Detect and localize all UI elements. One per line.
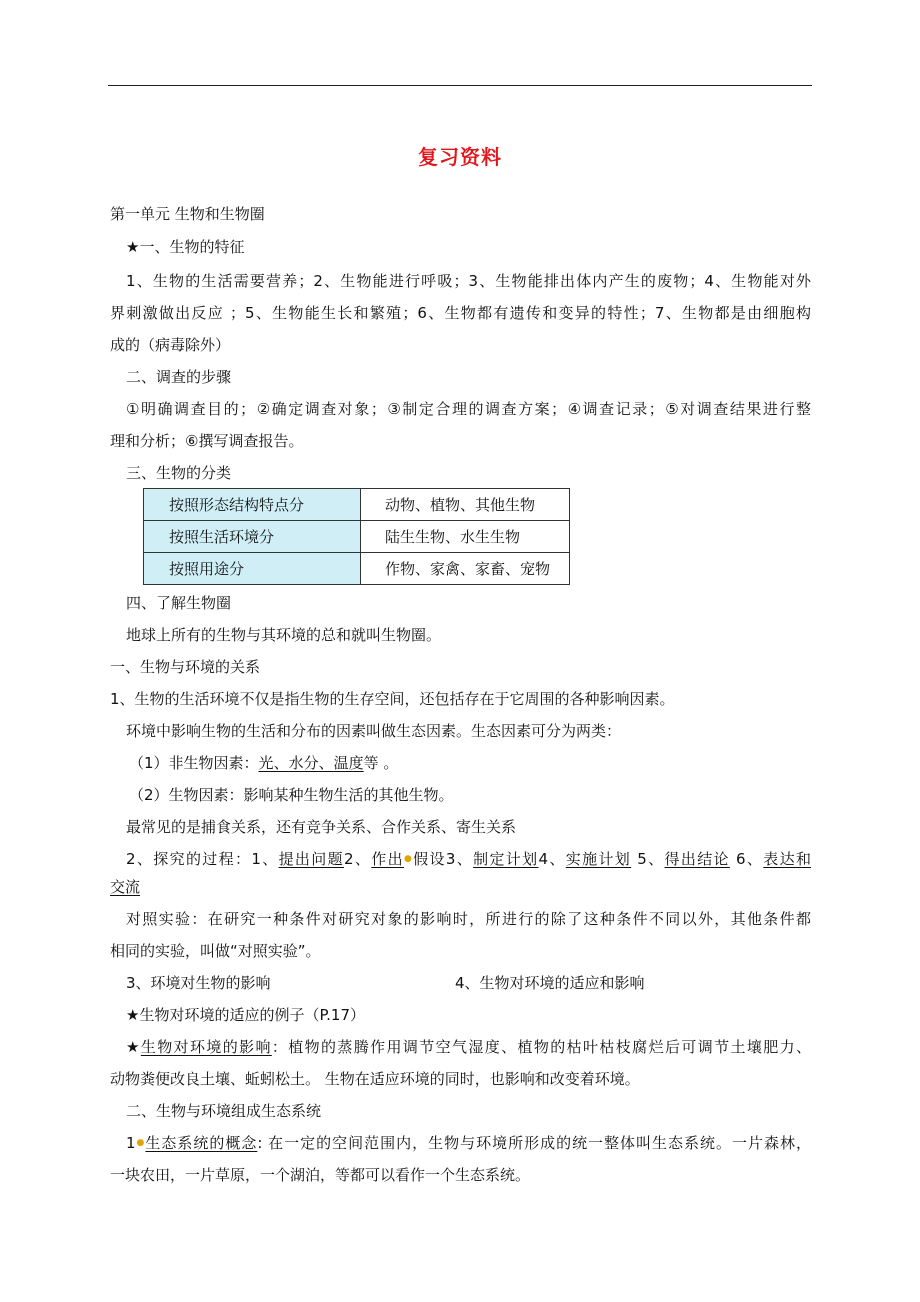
paragraph-line: 最常见的是捕食关系，还有竞争关系、合作关系、寄生关系 — [126, 818, 517, 836]
paragraph-line: 动物粪便改良土壤、蚯蚓松土。 生物在适应环境的同时，也影响和改变着环境。 — [110, 1070, 640, 1088]
separator: 、 — [318, 754, 334, 772]
paragraph-line: 相同的实验，叫做“对照实验”。 — [110, 942, 321, 960]
factor-label: （1）非生物因素： — [129, 754, 259, 772]
heading-adaptation: 4、生物对环境的适应和影响 — [455, 974, 645, 992]
step-number: 5、 — [631, 850, 665, 868]
inquiry-process-line-2 — [110, 877, 140, 897]
table-cell-key: 按照形态结构特点分 — [144, 489, 361, 521]
paragraph-line: 1、生物的生活环境不仅是指生物的生存空间，还包括存在于它周围的各种影响因素。 — [110, 690, 675, 708]
table-row — [144, 553, 570, 585]
unit-heading: 第一单元 生物和生物圈 — [110, 205, 265, 223]
table-cell-value: 动物、植物、其他生物 — [361, 489, 570, 521]
step-number: 假设3、 — [413, 850, 474, 868]
table-cell-key: 按照用途分 — [144, 553, 361, 585]
table-cell-key: 按照生活环境分 — [144, 521, 361, 553]
step-communicate: 交流 — [110, 878, 141, 896]
influence-term: 生物对环境的影响 — [140, 1038, 272, 1056]
header-rule — [108, 85, 812, 86]
section-heading-survey: 二、调查的步骤 — [126, 368, 232, 386]
star-mark: ★ — [126, 1038, 141, 1056]
paragraph-line: 环境中影响生物的生活和分布的因素叫做生态因素。生态因素可分为两类： — [126, 722, 622, 740]
ecosystem-definition: : 在一定的空间范围内，生物与环境所形成的统一整体叫生态系统。一片森林， — [257, 1134, 811, 1152]
paragraph-line: ★生物对环境的适应的例子（P.17） — [126, 1006, 366, 1024]
table-cell-value: 陆生生物、水生生物 — [361, 521, 570, 553]
factor-tail: 等 。 — [363, 754, 399, 772]
classification-table — [143, 488, 570, 585]
section-heading-characteristics: ★一、生物的特征 — [126, 238, 245, 256]
factor-temperature: 温度 — [333, 754, 364, 772]
section-heading-environment: 一、生物与环境的关系 — [110, 658, 261, 676]
step-plan: 制定计划 — [473, 850, 539, 868]
biotic-factors-line: （2）生物因素：影响某种生物生活的其他生物。 — [129, 786, 454, 804]
ecosystem-term: 生态系统的概念 — [145, 1134, 258, 1152]
step-hypothesis: 作出 — [371, 850, 404, 868]
factor-water: 水分 — [288, 754, 319, 772]
item-number: 1 — [126, 1134, 136, 1152]
table-cell-value: 作物、家禽、家畜、宠物 — [361, 553, 570, 585]
step-ask-question: 提出问题 — [278, 850, 344, 868]
section-heading-biosphere: 四、了解生物圈 — [126, 594, 232, 612]
table-row — [144, 521, 570, 553]
step-number: 2、 — [343, 850, 372, 868]
step-express: 表达和 — [763, 850, 811, 868]
paragraph-line: 一块农田，一片草原，一个湖泊，等都可以看作一个生态系统。 — [110, 1166, 531, 1184]
mark-dot: ● — [135, 1138, 146, 1148]
step-implement: 实施计划 — [565, 850, 632, 868]
paragraph-line: 1、生物的生活需要营养；2、生物能进行呼吸；3、生物能排出体内产生的废物；4、生物能对外 — [126, 272, 811, 290]
step-number: 6、 — [729, 850, 764, 868]
influence-line — [126, 1037, 811, 1057]
step-conclusion: 得出结论 — [664, 850, 730, 868]
paragraph-line: ①明确调查目的；②确定调查对象；③制定合理的调查方案；④调查记录；⑤对调查结果进行整 — [126, 400, 811, 418]
process-intro: 2、探究的过程：1、 — [126, 850, 279, 868]
paragraph-line: 地球上所有的生物与其环境的总和就叫生物圈。 — [126, 626, 442, 644]
mark-dot: ● — [403, 854, 414, 864]
abiotic-factors-line — [129, 753, 398, 773]
page-title: 复习资料 — [418, 145, 502, 169]
paragraph-line: 理和分析；⑥撰写调查报告。 — [110, 432, 304, 450]
ecosystem-line — [126, 1133, 811, 1153]
section-heading-classification: 三、生物的分类 — [126, 464, 232, 482]
heading-environment-effect: 3、环境对生物的影响 — [126, 974, 271, 992]
table-row — [144, 489, 570, 521]
separator: 、 — [273, 754, 289, 772]
inquiry-process-line — [126, 849, 811, 869]
influence-text: ：植物的蒸腾作用调节空气湿度、植物的枯叶枯枝腐烂后可调节土壤肥力、 — [271, 1038, 811, 1056]
factor-light: 光 — [258, 754, 274, 772]
paragraph-line: 界刺激做出反应 ；5、生物能生长和繁殖；6、生物都有遗传和变异的特性；7、生物都是由细胞构 — [110, 304, 811, 322]
paragraph-line: 对照实验：在研究一种条件对研究对象的影响时，所进行的除了这种条件不同以外，其他条件都 — [126, 910, 811, 928]
paragraph-line: 成的（病毒除外） — [110, 336, 231, 354]
section-heading-ecosystem: 二、生物与环境组成生态系统 — [126, 1102, 322, 1120]
step-number: 4、 — [538, 850, 566, 868]
